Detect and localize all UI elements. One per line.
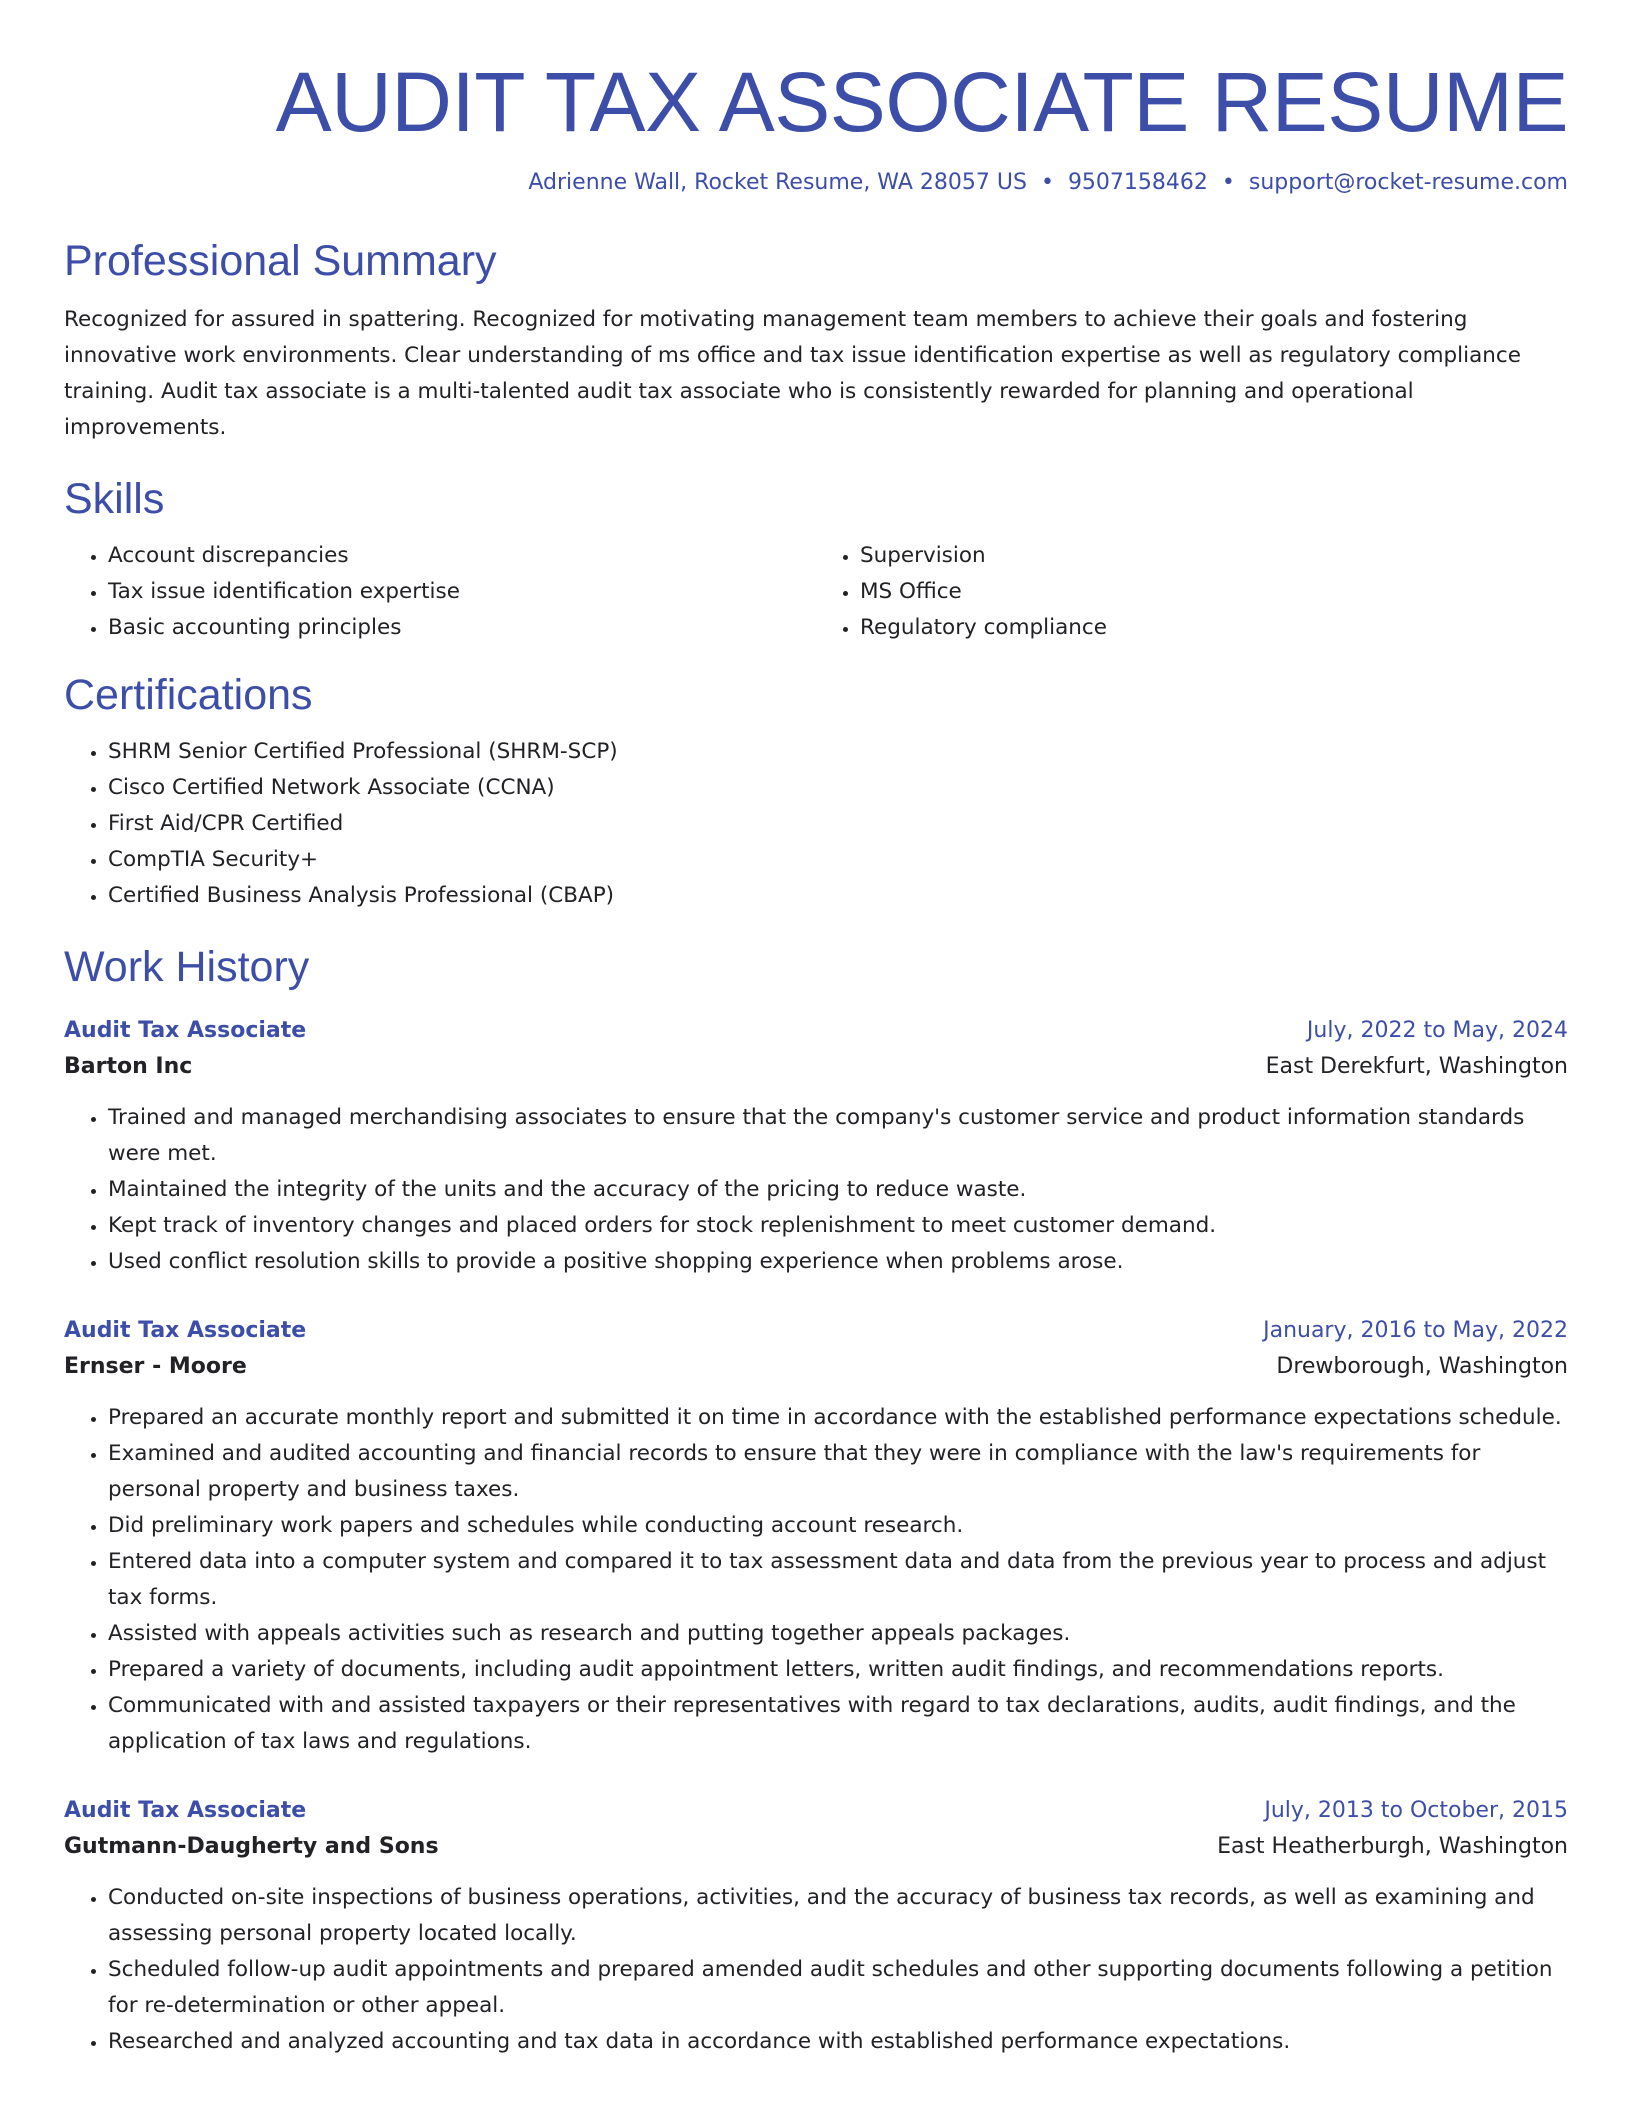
section-heading-work-history: Work History <box>64 943 310 991</box>
certification-item: • CompTIA Security+ <box>108 842 1568 878</box>
skills-list-right <box>816 538 1568 646</box>
job-bullet: • Communicated with and assisted taxpayers or their representatives with regard to tax declarations, audits, audit findings, and the application of tax laws and regulations. <box>108 1688 1568 1760</box>
job-header-row <box>64 1014 1568 1048</box>
certifications-section <box>64 668 1568 914</box>
job-entry <box>64 1314 1568 1760</box>
job-bullet: • Scheduled follow-up audit appointments and prepared amended audit schedules and other supporting documents following a petition for re-determination or other appeal. <box>108 1952 1568 2024</box>
skills-section <box>64 472 1568 646</box>
section-heading-summary: Professional Summary <box>64 237 497 285</box>
certification-item: • Cisco Certified Network Associate (CCNA) <box>108 770 1568 806</box>
section-heading-skills: Skills <box>64 475 165 523</box>
job-dates: July, 2013 to October, 2015 <box>1264 1798 1568 1823</box>
job-dates: July, 2022 to May, 2024 <box>1306 1018 1568 1043</box>
job-header-row <box>64 1314 1568 1348</box>
contact-phone: 9507158462 <box>1067 170 1208 195</box>
job-location: East Heatherburgh, Washington <box>1217 1834 1568 1859</box>
summary-text: Recognized for assured in spattering. Recognized for motivating management team members to achieve their goals and fostering innovative work environments. Clear understanding of ms office and tax issue identification expertise as well as regulatory compliance training. Audit tax associate is a multi-talented audit tax associate who is consistently rewarded for planning and operational improvements. <box>64 307 1521 440</box>
contact-separator: • <box>1040 170 1054 195</box>
certification-item: • Certified Business Analysis Professional (CBAP) <box>108 878 1568 914</box>
job-bullets <box>64 1880 1568 2060</box>
job-bullet: • Entered data into a computer system and compared it to tax assessment data and data from the previous year to process and adjust tax forms. <box>108 1544 1568 1616</box>
job-bullets <box>64 1400 1568 1760</box>
job-bullets <box>64 1100 1568 1280</box>
skills-list-left <box>64 538 816 646</box>
job-company-row <box>64 1048 1568 1086</box>
job-bullet: • Researched and analyzed accounting and tax data in accordance with established performance expectations. <box>108 2024 1568 2060</box>
page-title: AUDIT TAX ASSOCIATE RESUME <box>275 55 1568 149</box>
job-company: Gutmann-Daugherty and Sons <box>64 1834 439 1859</box>
job-bullet: • Assisted with appeals activities such as research and putting together appeals packages. <box>108 1616 1568 1652</box>
section-heading-certifications: Certifications <box>64 671 313 719</box>
skill-item: • MS Office <box>860 574 1568 610</box>
job-location: Drewborough, Washington <box>1276 1354 1568 1379</box>
job-entry <box>64 1014 1568 1280</box>
skills-grid <box>64 538 1568 646</box>
job-header-row <box>64 1794 1568 1828</box>
job-bullet: • Maintained the integrity of the units and the accuracy of the pricing to reduce waste. <box>108 1172 1568 1208</box>
job-company-row <box>64 1348 1568 1386</box>
job-bullet: • Prepared a variety of documents, including audit appointment letters, written audit findings, and recommendations reports. <box>108 1652 1568 1688</box>
job-location: East Derekfurt, Washington <box>1265 1054 1568 1079</box>
job-company-row <box>64 1828 1568 1866</box>
summary-section <box>64 234 1568 446</box>
job-bullet: • Kept track of inventory changes and placed orders for stock replenishment to meet customer demand. <box>108 1208 1568 1244</box>
job-bullet: • Conducted on-site inspections of business operations, activities, and the accuracy of business tax records, as well as examining and assessing personal property located locally. <box>108 1880 1568 1952</box>
job-bullet: • Did preliminary work papers and schedules while conducting account research. <box>108 1508 1568 1544</box>
job-bullet: • Examined and audited accounting and financial records to ensure that they were in compliance with the law's requirements for personal property and business taxes. <box>108 1436 1568 1508</box>
job-entry <box>64 1794 1568 2060</box>
job-bullet: • Used conflict resolution skills to provide a positive shopping experience when problems arose. <box>108 1244 1568 1280</box>
skill-item: • Supervision <box>860 538 1568 574</box>
job-company: Ernser - Moore <box>64 1354 247 1379</box>
skill-item: • Regulatory compliance <box>860 610 1568 646</box>
job-company: Barton Inc <box>64 1054 193 1079</box>
contact-line <box>64 168 1568 198</box>
job-title: Audit Tax Associate <box>64 1318 307 1343</box>
job-title: Audit Tax Associate <box>64 1798 307 1823</box>
job-title: Audit Tax Associate <box>64 1018 307 1043</box>
skill-item: • Basic accounting principles <box>108 610 816 646</box>
skill-item: • Account discrepancies <box>108 538 816 574</box>
contact-separator: • <box>1221 170 1235 195</box>
resume-header <box>64 54 1568 198</box>
certification-item: • SHRM Senior Certified Professional (SHRM-SCP) <box>108 734 1568 770</box>
contact-email[interactable]: support@rocket-resume.com <box>1248 170 1568 195</box>
certifications-list <box>64 734 1568 914</box>
contact-address: Adrienne Wall, Rocket Resume, WA 28057 US <box>528 170 1027 195</box>
work-history-section <box>64 940 1568 2060</box>
job-dates: January, 2016 to May, 2022 <box>1263 1318 1568 1343</box>
job-bullet: • Prepared an accurate monthly report and submitted it on time in accordance with the established performance expectations schedule. <box>108 1400 1568 1436</box>
job-bullet: • Trained and managed merchandising associates to ensure that the company's customer service and product information standards were met. <box>108 1100 1568 1172</box>
certification-item: • First Aid/CPR Certified <box>108 806 1568 842</box>
skill-item: • Tax issue identification expertise <box>108 574 816 610</box>
